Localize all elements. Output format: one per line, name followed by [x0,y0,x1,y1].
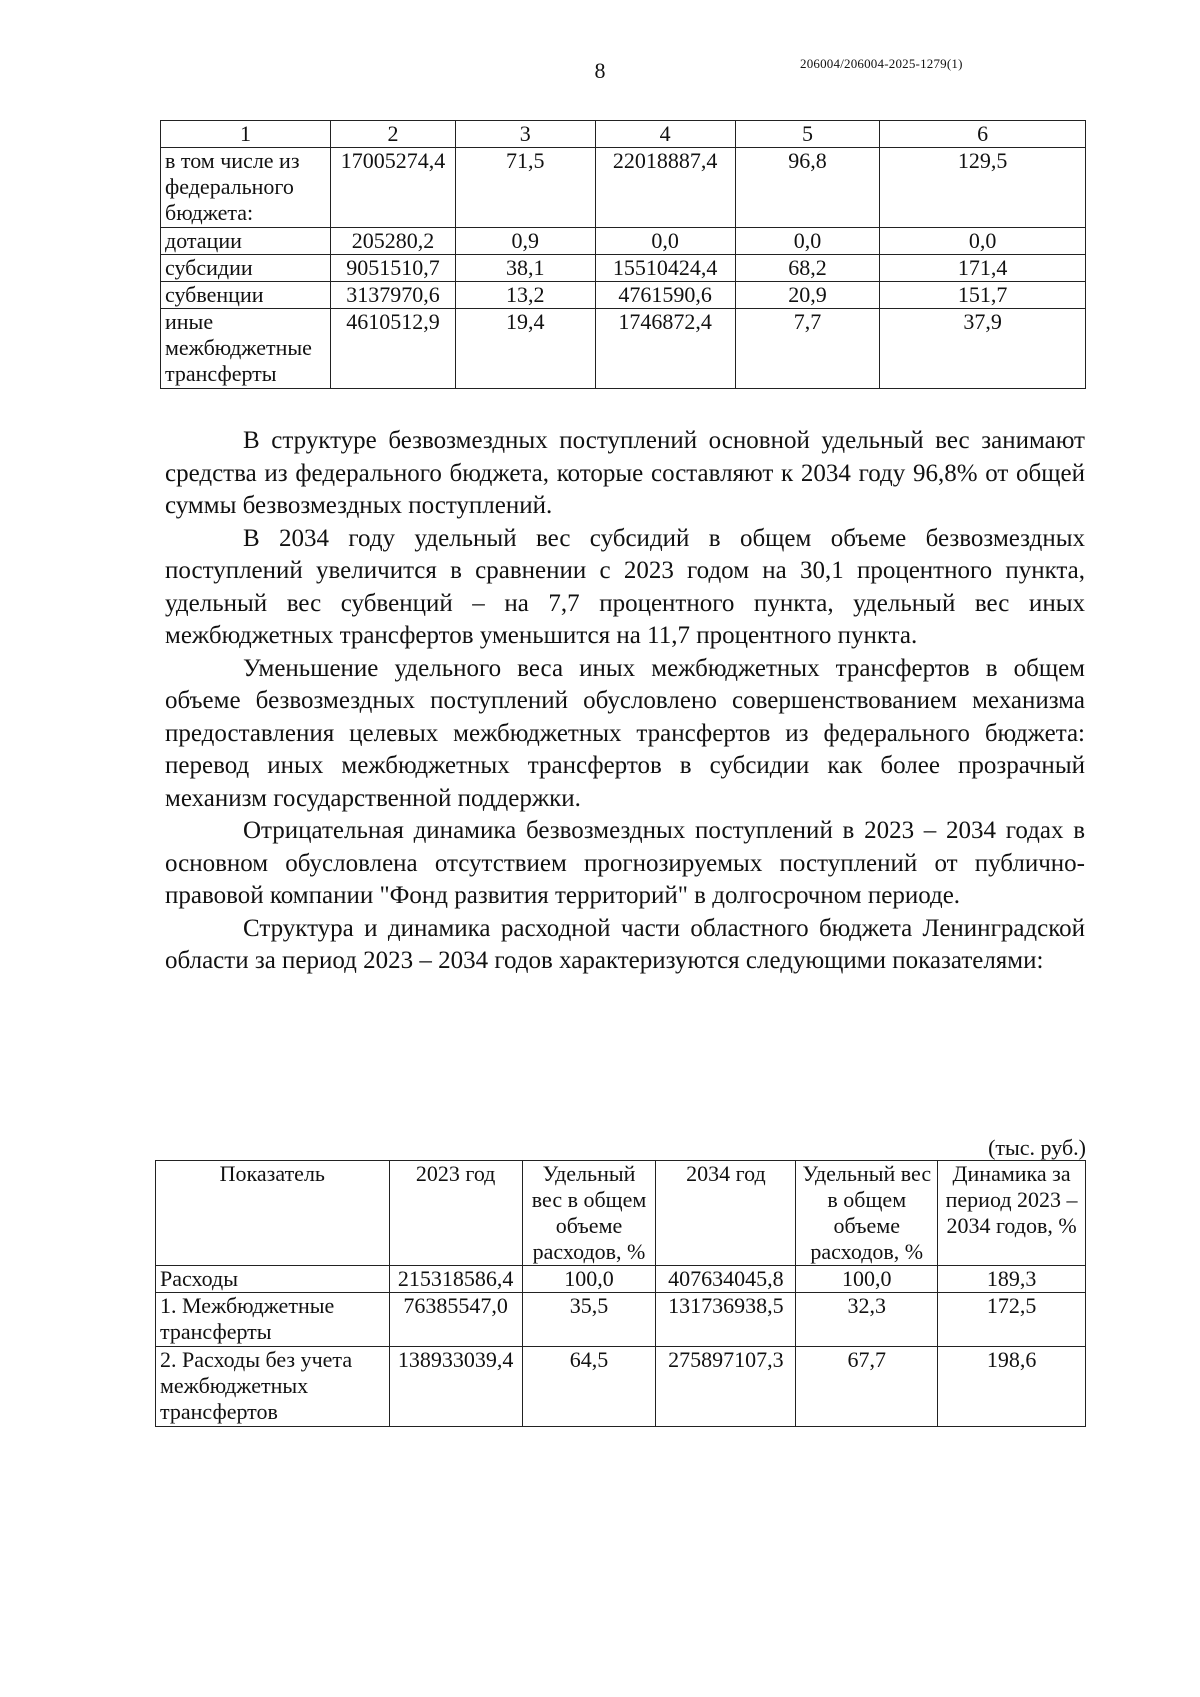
table-cell: 171,4 [880,255,1086,282]
table-cell: 138933039,4 [389,1347,522,1427]
table-row [156,1347,1086,1427]
units-label: (тыс. руб.) [988,1135,1086,1160]
table-cell: 96,8 [735,148,880,228]
column-number: 5 [735,121,880,148]
table-cell: 129,5 [880,148,1086,228]
column-header: Динамика за период 2023 – 2034 годов, % [938,1161,1086,1266]
table-cell: 7,7 [735,309,880,389]
table-cell: 172,5 [938,1293,1086,1347]
column-number: 4 [595,121,735,148]
table-cell: 19,4 [455,309,595,389]
row-label: Расходы [156,1266,390,1293]
table-cell: 151,7 [880,282,1086,309]
row-label: иные межбюджетные трансферты [161,309,331,389]
table-cell: 35,5 [522,1293,656,1347]
paragraph: В структуре безвозмездных поступлений основной удельный вес занимают средства из федерального бюджета, которые составляют к 2034 году 96,8% от общей суммы безвозмездных поступлений. [165,427,1085,519]
document-id: 206004/206004-2025-1279(1) [800,56,963,71]
table-cell: 64,5 [522,1347,656,1427]
table-cell: 38,1 [455,255,595,282]
table-cell: 76385547,0 [389,1293,522,1347]
paragraph: В 2034 году удельный вес субсидий в общем объеме безвозмездных поступлений увеличится в сравнении с 2023 годом на 30,1 процентного пункта, удельный вес субвенций – на 7,7 процентного пункта, удельный вес иных межбюджетных трансфертов уменьшится на 11,7 процентного пункта. [165,524,1085,649]
column-header: 2034 год [656,1161,796,1266]
table-cell: 20,9 [735,282,880,309]
table-row [156,1293,1086,1347]
body-text [165,425,1085,978]
table-cell: 71,5 [455,148,595,228]
table-row [161,282,1086,309]
table-row [156,1266,1086,1293]
table-cell: 407634045,8 [656,1266,796,1293]
row-label: 2. Расходы без учета межбюджетных трансфертов [156,1347,390,1427]
column-number: 3 [455,121,595,148]
table-cell: 215318586,4 [389,1266,522,1293]
column-number: 6 [880,121,1086,148]
table-cell: 189,3 [938,1266,1086,1293]
table-cell: 32,3 [796,1293,938,1347]
paragraph: Отрицательная динамика безвозмездных поступлений в 2023 – 2034 годах в основном обусловлена отсутствием прогнозируемых поступлений от публично-правовой компании "Фонд развития территорий" в долгосрочном периоде. [165,817,1085,909]
table-row [161,309,1086,389]
revenue-structure-table [160,120,1086,389]
column-header: Удельный вес в общем объеме расходов, % [796,1161,938,1266]
table-cell: 17005274,4 [330,148,455,228]
table-cell: 1746872,4 [595,309,735,389]
column-header: Показатель [156,1161,390,1266]
table-cell: 15510424,4 [595,255,735,282]
table-cell: 22018887,4 [595,148,735,228]
table-cell: 0,9 [455,228,595,255]
expenditure-structure-table [155,1160,1086,1427]
table-cell: 4610512,9 [330,309,455,389]
table-row [161,255,1086,282]
table-header-row [161,121,1086,148]
paragraph: Структура и динамика расходной части областного бюджета Ленинградской области за период 2023 – 2034 годов характеризуются следующими показателями: [165,914,1085,974]
column-header: Удельный вес в общем объеме расходов, % [522,1161,656,1266]
table-cell: 131736938,5 [656,1293,796,1347]
table-cell: 37,9 [880,309,1086,389]
column-number: 1 [161,121,331,148]
column-header: 2023 год [389,1161,522,1266]
table-header-row [156,1161,1086,1266]
table-cell: 68,2 [735,255,880,282]
page-number: 8 [594,58,606,83]
table-row [161,228,1086,255]
row-label: субсидии [161,255,331,282]
row-label: в том числе из федерального бюджета: [161,148,331,228]
column-number: 2 [330,121,455,148]
table-row [161,148,1086,228]
table-cell: 100,0 [796,1266,938,1293]
table-cell: 0,0 [880,228,1086,255]
table-cell: 9051510,7 [330,255,455,282]
row-label: дотации [161,228,331,255]
table-cell: 3137970,6 [330,282,455,309]
row-label: субвенции [161,282,331,309]
paragraph: Уменьшение удельного веса иных межбюджетных трансфертов в общем объеме безвозмездных поступлений обусловлено совершенствованием механизма предоставления целевых межбюджетных трансфертов из федерального бюджета: перевод иных межбюджетных трансфертов в субсидии как более прозрачный механизм государственной поддержки. [165,654,1085,812]
table-cell: 0,0 [595,228,735,255]
table-cell: 4761590,6 [595,282,735,309]
table-cell: 13,2 [455,282,595,309]
table-cell: 205280,2 [330,228,455,255]
table-cell: 0,0 [735,228,880,255]
table-cell: 100,0 [522,1266,656,1293]
row-label: 1. Межбюджетные трансферты [156,1293,390,1347]
table-cell: 275897107,3 [656,1347,796,1427]
table-cell: 67,7 [796,1347,938,1427]
table-cell: 198,6 [938,1347,1086,1427]
